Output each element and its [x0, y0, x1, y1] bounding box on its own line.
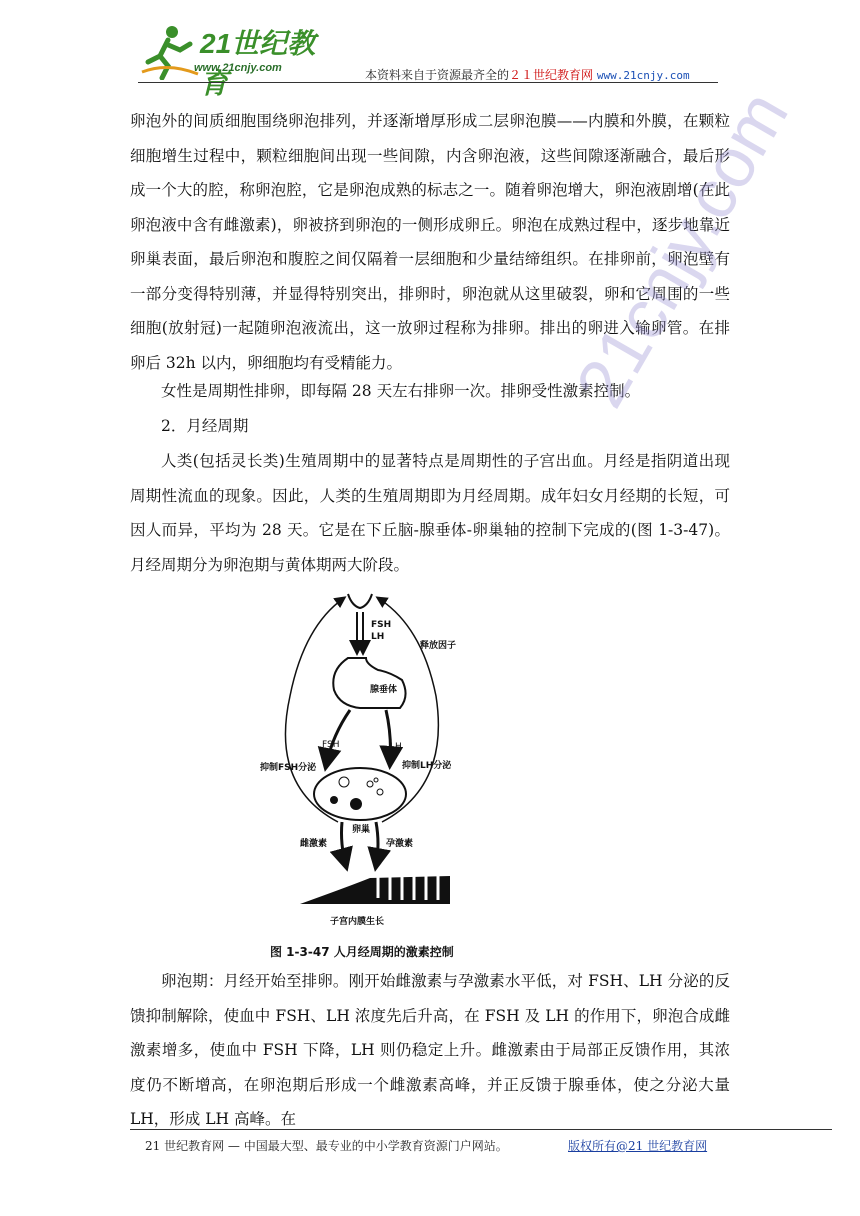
figure-caption: 图 1-3-47 人月经周期的激素控制: [270, 945, 454, 959]
logo-text: 21世纪教育: [200, 28, 316, 99]
label-endometrium: 子宫内膜生长: [330, 917, 385, 927]
footer-description: 21 世纪教育网 — 中国最大型、最专业的中小学教育资源门户网站。: [145, 1139, 508, 1153]
label-estrogen: 雌激素: [300, 839, 328, 849]
label-lh-mid: LH: [390, 742, 402, 752]
site-logo[interactable]: [138, 22, 338, 99]
paragraph-follicular-phase: 卵泡期：月经开始至排卵。刚开始雌激素与孕激素水平低，对 FSH、LH 分泌的反馈抑制解除，使血中 FSH、LH 浓度先后升高，在 FSH 及 LH 的作用下，卵泡合成雌激素增多，使血中 FSH 下降，LH 则仍稳定上升。雌激素由于局部正反馈作用，其浓度仍不断增高，在卵泡期后形成一个雌激素高峰，并正反馈于腺垂体，使之分泌大量 LH，形成 LH 高峰。在: [130, 972, 730, 1128]
label-ovary: 卵巢: [352, 825, 371, 835]
paragraph-follicle: 卵泡外的间质细胞围绕卵泡排列，并逐渐增厚形成二层卵泡膜——内膜和外膜，在颗粒细胞增生过程中，颗粒细胞间出现一些间隙，内含卵泡液，这些间隙逐渐融合，最后形成一个大的腔，称卵泡腔，它是卵泡成熟的标志之一。随着卵泡增大，卵泡液剧增(在此卵泡液中含有雌激素)，卵被挤到卵泡的一侧形成卵丘。卵泡在成熟过程中，逐步地靠近卵巢表面，最后卵泡和腹腔之间仅隔着一层细胞和少量结缔组织。在排卵前，卵泡壁有一部分变得特别薄，并显得特别突出，排卵时，卵泡就从这里破裂，卵和它周围的一些细胞(放射冠)一起随卵泡液流出，这一放卵过程称为排卵。排出的卵进入输卵管。在排卵后 32h 以内，卵细胞均有受精能力。: [130, 112, 730, 372]
logo-url: www.21cnjy.com: [194, 62, 282, 74]
paragraph-ovulation: 女性是周期性排卵，即每隔 28 天左右排卵一次。排卵受性激素控制。: [161, 382, 641, 400]
tagline-prefix: 本资料来自于资源最齐全的: [365, 68, 510, 82]
watermark: 21cnjy.com: [560, 78, 803, 420]
footer-copyright-link[interactable]: 版权所有@21 世纪教育网: [568, 1139, 708, 1153]
label-pituitary: 腺垂体: [370, 685, 398, 695]
label-progesterone: 孕激素: [386, 839, 414, 849]
label-inhibit-fsh: 抑制FSH分泌: [260, 763, 317, 773]
page-header: [0, 0, 860, 99]
paragraph-menstrual-cycle: 人类(包括灵长类)生殖周期中的显著特点是周期性的子宫出血。月经是指阴道出现周期性流血的现象。因此，人类的生殖周期即为月经周期。成年妇女月经期的长短，可因人而异，平均为 28 天。它是在下丘脑-腺垂体-卵巢轴的控制下完成的(图 1-3-47)。月经周期分为卵泡期与黄体期两大阶段。: [130, 452, 730, 574]
label-releasing-factor: 释放因子: [420, 641, 457, 651]
header-divider: [138, 82, 718, 83]
tagline-url-link[interactable]: www.21cnjy.com: [596, 69, 690, 82]
label-fsh-mid: FSH: [322, 740, 340, 750]
section-heading-menstrual-cycle: 2．月经周期: [161, 417, 249, 435]
footer-divider: [130, 1129, 832, 1130]
label-lh-top: LH: [371, 632, 385, 642]
label-fsh-top: FSH: [371, 620, 392, 630]
tagline-site-link[interactable]: ２１世纪教育网: [509, 68, 594, 82]
label-inhibit-lh: 抑制LH分泌: [402, 761, 452, 771]
hormone-control-diagram: [260, 586, 510, 936]
header-tagline: [365, 66, 690, 83]
